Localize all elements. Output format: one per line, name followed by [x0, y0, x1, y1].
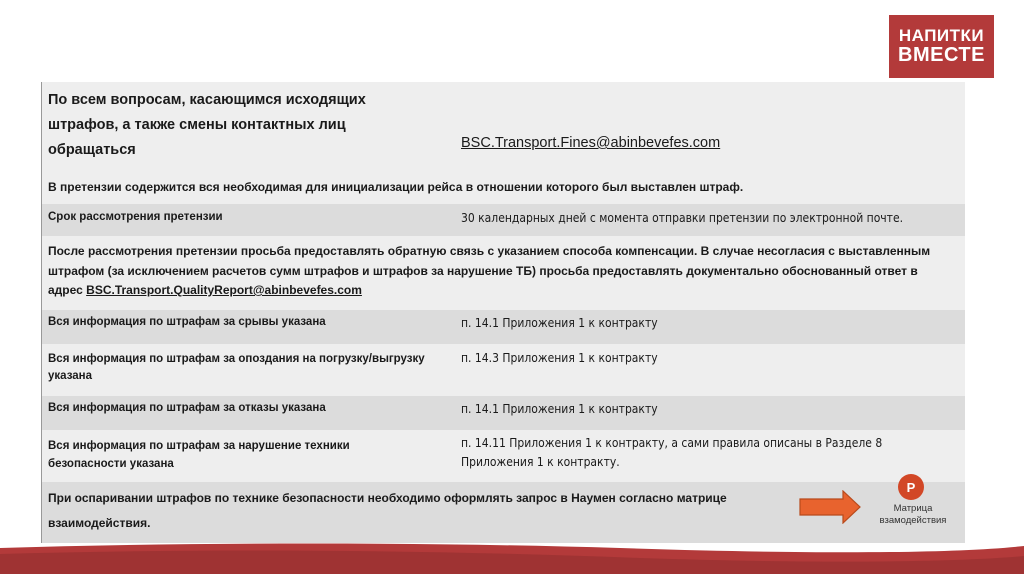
arrow-right-icon [799, 490, 861, 524]
review-period-label: Срок рассмотрения претензии [48, 211, 223, 223]
logo-line-2: ВМЕСТЕ [898, 43, 985, 66]
logo-line-1: НАПИТКИ [898, 26, 985, 46]
claim-content-text: В претензии содержится вся необходимая для инициализации рейса в отношении которого был выставлен штраф. [48, 180, 744, 194]
ppt-link-label[interactable]: Матрица взамодействия [879, 503, 947, 526]
contact-label: По всем вопросам, касающимся исходящих штрафов, а также смены контактных лиц обращаться [48, 92, 366, 158]
delay-fines-value: п. 14.3 Приложения 1 к контракту [461, 351, 658, 365]
bottom-wave-decoration [0, 540, 1024, 574]
table-row [42, 204, 965, 236]
table-row [42, 236, 965, 310]
table-row [42, 344, 965, 396]
table-row [42, 396, 965, 430]
feedback-text [48, 242, 948, 301]
brand-logo [889, 15, 994, 78]
powerpoint-icon[interactable]: P [898, 474, 924, 500]
breakdown-fines-label: Вся информация по штрафам за срывы указана [48, 316, 326, 328]
table-row [42, 430, 965, 482]
table-row [42, 172, 965, 204]
review-period-value: 30 календарных дней с момента отправки претензии по электронной почте. [461, 211, 904, 225]
info-table [42, 82, 965, 543]
fines-email-link[interactable]: BSC.Transport.Fines@abinbevefes.com [461, 135, 721, 151]
refusal-fines-label: Вся информация по штрафам за отказы указана [48, 402, 326, 414]
breakdown-fines-value: п. 14.1 Приложения 1 к контракту [461, 316, 658, 330]
safety-fines-label: Вся информация по штрафам за нарушение техники безопасности указана [48, 440, 350, 470]
table-row [42, 310, 965, 344]
dispute-text: При оспаривании штрафов по технике безопасности необходимо оформлять запрос в Наумен согласно матрице взаимодействия. [48, 491, 727, 530]
safety-fines-value: п. 14.11 Приложения 1 к контракту, а сами правила описаны в Разделе 8 Приложения 1 к контракту. [461, 436, 883, 469]
feedback-label: После рассмотрения претензии просьба предоставлять обратную связь с указанием способа компенсации. В случае несогласия с выставленным штрафом (за исключением расчетов сумм штрафов и штрафов за нарушение ТБ) просьба предоставлять документально обоснованный ответ в адрес [48, 244, 931, 297]
quality-report-email-link[interactable]: BSC.Transport.QualityReport@abinbevefes.com [86, 283, 362, 297]
table-row [42, 82, 965, 172]
delay-fines-label: Вся информация по штрафам за опоздания на погрузку/выгрузку указана [48, 353, 425, 382]
refusal-fines-value: п. 14.1 Приложения 1 к контракту [461, 402, 658, 416]
